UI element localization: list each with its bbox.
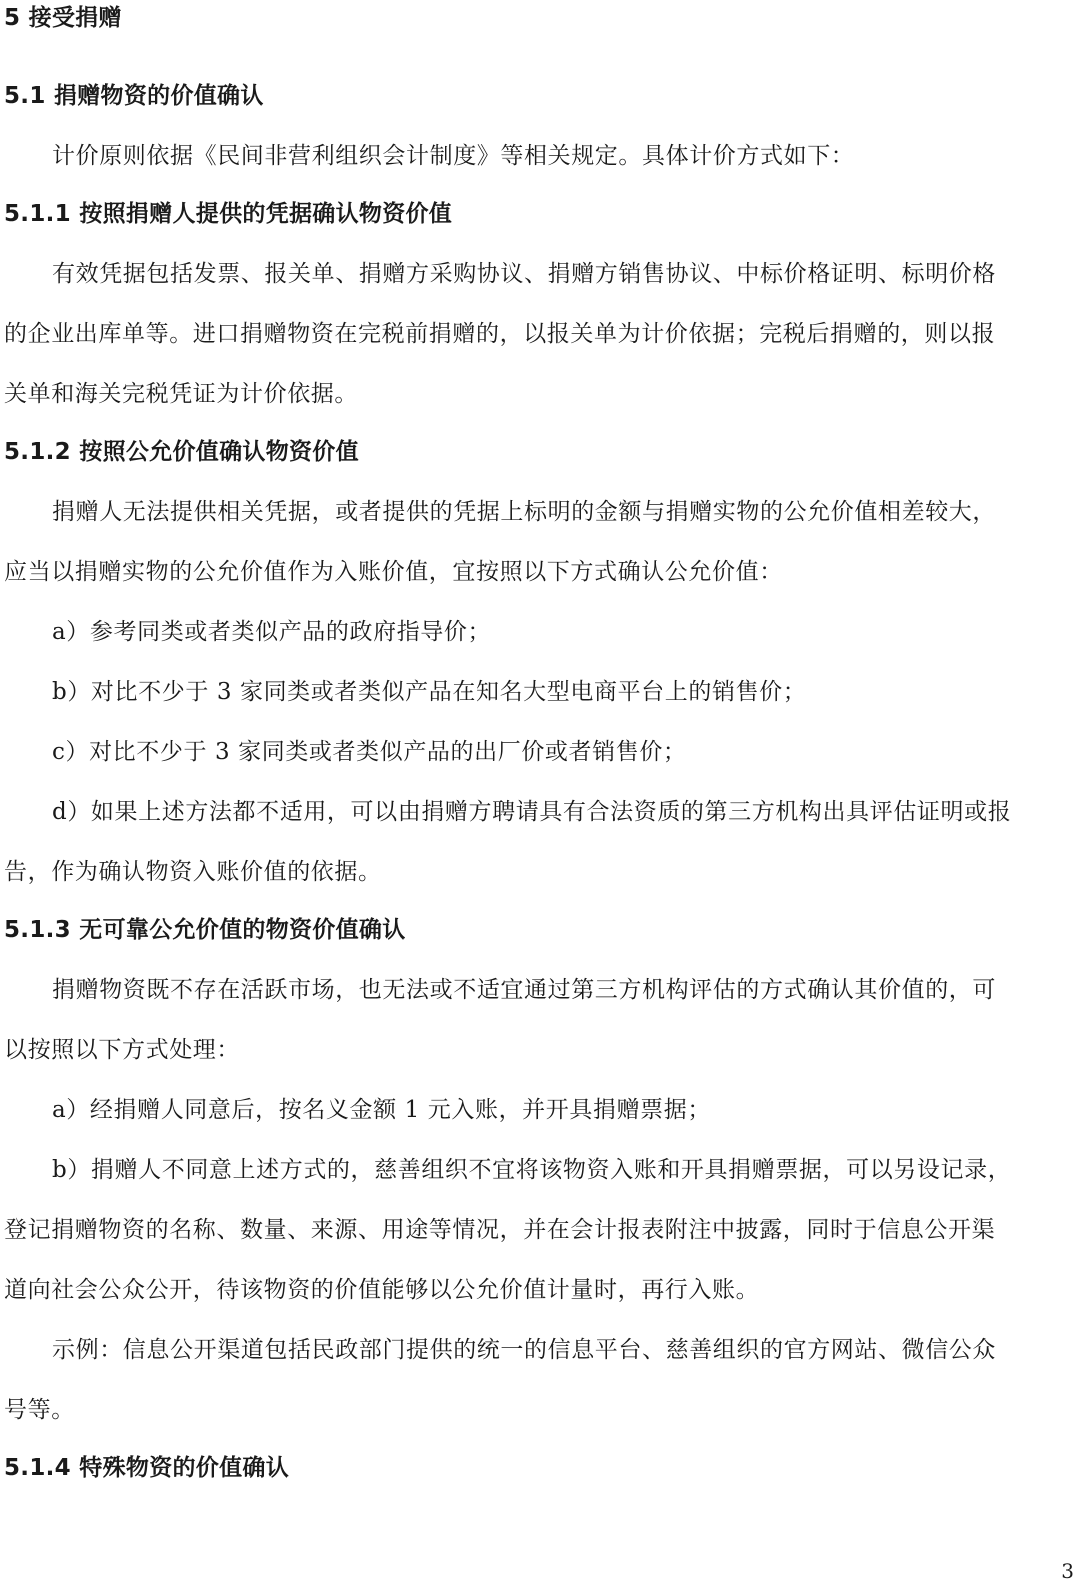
example-line: 号等。 (4, 1397, 75, 1423)
list-item: d）如果上述方法都不适用，可以由捐赠方聘请具有合法资质的第三方机构出具评估证明或报 (52, 799, 1012, 825)
list-item: c）对比不少于 3 家同类或者类似产品的出厂价或者销售价； (52, 739, 687, 765)
heading-5-1-3: 5.1.3 无可靠公允价值的物资价值确认 (4, 917, 406, 943)
paragraph-5-1: 计价原则依据《民间非营利组织会计制度》等相关规定。具体计价方式如下： (52, 143, 855, 169)
paragraph-line: 以按照以下方式处理： (4, 1037, 240, 1063)
heading-5-1-1: 5.1.1 按照捐赠人提供的凭据确认物资价值 (4, 201, 453, 227)
paragraph-line: 关单和海关完税凭证为计价依据。 (4, 381, 358, 407)
paragraph-line: 捐赠人无法提供相关凭据，或者提供的凭据上标明的金额与捐赠实物的公允价值相差较大， (52, 499, 996, 525)
heading-5-1: 5.1 捐赠物资的价值确认 (4, 83, 264, 109)
list-item: a）参考同类或者类似产品的政府指导价； (52, 619, 492, 645)
list-item-continuation: 登记捐赠物资的名称、数量、来源、用途等情况，并在会计报表附注中披露，同时于信息公开渠 (4, 1217, 996, 1243)
paragraph-line: 捐赠物资既不存在活跃市场，也无法或不适宜通过第三方机构评估的方式确认其价值的，可 (52, 977, 996, 1003)
paragraph-line: 应当以捐赠实物的公允价值作为入账价值，宜按照以下方式确认公允价值： (4, 559, 783, 585)
heading-5-1-2: 5.1.2 按照公允价值确认物资价值 (4, 439, 359, 465)
heading-5: 5 接受捐赠 (4, 5, 122, 31)
list-item-continuation: 道向社会公众公开，待该物资的价值能够以公允价值计量时，再行入账。 (4, 1277, 760, 1303)
paragraph-line: 有效凭据包括发票、报关单、捐赠方采购协议、捐赠方销售协议、中标价格证明、标明价格 (52, 261, 996, 287)
list-item: a）经捐赠人同意后，按名义金额 1 元入账，并开具捐赠票据； (52, 1097, 711, 1123)
list-item: b）对比不少于 3 家同类或者类似产品在知名大型电商平台上的销售价； (52, 679, 807, 705)
heading-5-1-4: 5.1.4 特殊物资的价值确认 (4, 1455, 289, 1481)
page-number: 3 (1061, 1559, 1074, 1583)
list-item-continuation: 告，作为确认物资入账价值的依据。 (4, 859, 382, 885)
list-item: b）捐赠人不同意上述方式的，慈善组织不宜将该物资入账和开具捐赠票据，可以另设记录， (52, 1157, 1012, 1183)
example-line: 示例：信息公开渠道包括民政部门提供的统一的信息平台、慈善组织的官方网站、微信公众 (52, 1337, 996, 1363)
paragraph-line: 的企业出库单等。进口捐赠物资在完税前捐赠的，以报关单为计价依据；完税后捐赠的，则以报 (4, 321, 996, 347)
